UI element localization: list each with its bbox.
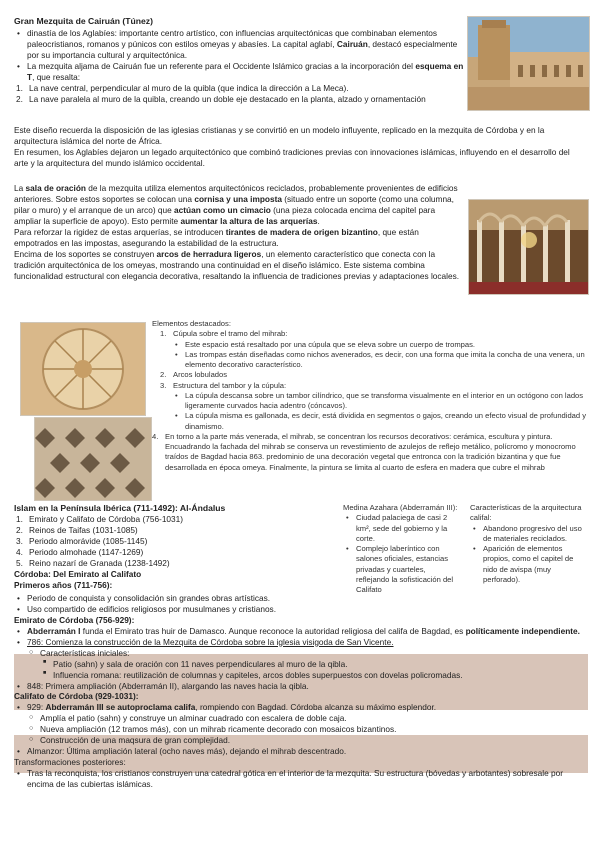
list-item: 1. Cúpula sobre el tramo del mihrab: [158,329,588,339]
list-item: 2. La nave paralela al muro de la quibla, creando un doble eje destacado en la planta, alzado y ornamentación [14,94,464,105]
heading-primeros: Primeros años (711-756): [14,579,113,590]
dome-ribbed-photo [20,322,146,416]
list-item: • La cúpula descansa sobre un tambor cilíndrico, que se transforma visualmente en el interior en un octógono con lados ligeramente curvados hacia adentro (cóncavos). [172,391,588,412]
list-item: 1. La nave central, perpendicular al muro de la quibla (que indica la dirección a La Meca). [14,83,464,94]
paragraph: En resumen, los Aglabíes dejaron un legado arquitectónico que combinó tradiciones previas con innovaciones islámicas, influyendo en el desarrollo del arte y la arquitectura del mundo islámico occidental. [14,146,570,168]
list-item: 2. Arcos lobulados [158,370,588,380]
prayer-hall-photo [468,199,589,295]
paragraph-tirantes: Para reforzar la rigidez de estas arquerías, se introducen tirantes de madera de origen bizantino, que están empotrados en las impostas, asegurando la estabilidad de la estructura. [14,226,419,248]
period-item: 1. Emirato y Califato de Córdoba (756-1031) [14,514,334,525]
heading-transformaciones: Transformaciones posteriores: [14,757,126,768]
list-item: • 786: Comienza la construcción de la Mezquita de Córdoba sobre la iglesia visigoda de San Vicente. [14,637,590,648]
list-item: ○ Construcción de una maqsura de gran complejidad. [28,735,590,746]
paragraph-arcos: Encima de los soportes se construyen arcos de herradura ligeros, un elemento característico que conecta con la tradición arquitectónica de los omeyas, mostrando una continuidad en el diseño islámico. Este sistema combina funcionalidad estructural con elegancia decorativa, resaltando la influencia de tradiciones previas y adaptaciones locales. [14,248,460,281]
list-item: ■ Patio (sahn) y sala de oración con 11 naves perpendiculares al muro de la qibla. [42,659,590,670]
list-item: • La cúpula misma es gallonada, es decir, está dividida en segmentos o gajos, creando un efecto visual de profundidad y dinamismo. [172,411,588,432]
paragraph: Este diseño recuerda la disposición de las iglesias cristianas y se convirtió en un modelo influyente, replicado en la mezquita de Córdoba y en la arquitectura islámica del norte de África. [14,125,545,146]
period-item: 5. Reino nazarí de Granada (1238-1492) [14,558,334,569]
list-item: • Este espacio está resaltado por una cúpula que se eleva sobre un cuerpo de trompas. [172,340,588,350]
list-item: • Abderramán I funda el Emirato tras huir de Damasco. Aunque reconoce la autoridad religiosa del califa de Bagdad, es políticamente independiente. [14,626,590,637]
list-item: ■ Influencia romana: reutilización de columnas y capiteles, arcos dobles superpuestos con dovelas policromadas. [42,670,590,681]
list-item: • Periodo de conquista y consolidación sin grandes obras artísticas. [14,593,590,604]
list-item: • La mezquita aljama de Cairuán fue un referente para el Occidente Islámico gracias a la incorporación del esquema en T, que resalta: [14,61,464,83]
period-item: 2. Reinos de Taifas (1031-1085) [14,525,334,536]
medina-title: Medina Azahara (Abderramán III): [343,503,458,512]
heading-emirato: Emirato de Córdoba (756-929): [14,614,135,625]
tile-panel-photo [34,417,152,501]
list-item: • Almanzor: Última ampliación lateral (ocho naves más), dejando el mihrab descentrado. [14,746,590,757]
paragraph-sala: La sala de oración de la mezquita utiliza elementos arquitectónicos reciclados, probablemente provenientes de edificios anteriores. Sobre estos soportes se colocan una cornisa y una imposta (situado entre un soporte (como una columna, pilar o muro) y el arranque de un arco) que actúan como un cimacio (una pieza colocada encima del capitel para ampliar la superficie de apoyo). Esto permite aumentar la altura de las arquerías. [14,183,458,226]
kairouan-exterior-photo [467,16,590,111]
list-item: • dinastía de los Aglabíes: importante centro artístico, con influencias arquitectónicas que combinaban elementos paleocristianos, romanos y púnicos con estilos omeyas y abasíes. La capital aglabí, Cairuán, destacó especialmente por su importancia cultural y arquitectónica. [14,28,464,61]
heading-cordoba: Córdoba: Del Emirato al Califato [14,569,142,580]
list-item: • Las trompas están diseñadas como nichos avenerados, es decir, con una forma que imita la concha de una venera, un elemento decorativo característico. [172,350,588,371]
list-item: • Complejo laberíntico con salones oficiales, estancias privadas y cuarteles, reflejando la sofisticación del Califato [343,544,458,595]
heading-califato: Califato de Córdoba (929-1031): [14,691,139,702]
list-item: 3. Estructura del tambor y la cúpula: [158,381,588,391]
section-title-alandalus: Islam en la Península Ibérica (711-1492): Al-Ándalus [14,503,226,513]
list-item: 4. En torno a la parte más venerada, el mihrab, se concentran los recursos decorativos: cerámica, escultura y pintura. Encuadrando la fachada del mihrab se conserva un revestimiento de azulejos de reflejo metálico, polícromo y monocromo traídos de Bagdad hacia 863. predominio de una decoración vegetal que entronca con la tradición bizantina y que fue desarrollada en época omeya. Finalmente, la pintura se limita al cuarto de esfera en madera que cubre el mihrab [150,432,588,473]
list-item: ○ Amplía el patio (sahn) y construye un alminar cuadrado con escalera de doble caja. [28,713,590,724]
list-item: • Abandono progresivo del uso de materiales reciclados. [470,524,588,545]
period-item: 3. Periodo almorávide (1085-1145) [14,536,334,547]
list-item: • Tras la reconquista, los cristianos construyen una catedral gótica en el interior de la mezquita. Su estructura (bóvedas y arbotantes) sobresale por encima de las cubiertas islámicas. [14,768,590,790]
list-item: ○ Características iniciales: [28,648,590,659]
califal-title: Características de la arquitectura califal: [470,503,582,523]
list-item: • 848: Primera ampliación (Abderramán II), alargando las naves hacia la qibla. [14,681,590,692]
list-item: ○ Nueva ampliación (12 tramos más), con un mihrab ricamente decorado con mosaicos bizantinos. [28,724,590,735]
list-item: • Uso compartido de edificios religiosos por musulmanes y cristianos. [14,604,590,615]
list-item: • Ciudad palaciega de casi 2 km², sede del gobierno y la corte. [343,513,458,544]
list-item: • 929: Abderramán III se autoproclama califa, rompiendo con Bagdad. Córdoba alcanza su máximo esplendor. [14,702,590,713]
period-item: 4. Periodo almohade (1147-1269) [14,547,334,558]
list-item: • Aparición de elementos propios, como el capitel de nido de avispa (muy perforado). [470,544,588,585]
elementos-heading: Elementos destacados: [152,319,231,328]
section-title-cairuan: Gran Mezquita de Cairuán (Túnez) [14,16,153,26]
